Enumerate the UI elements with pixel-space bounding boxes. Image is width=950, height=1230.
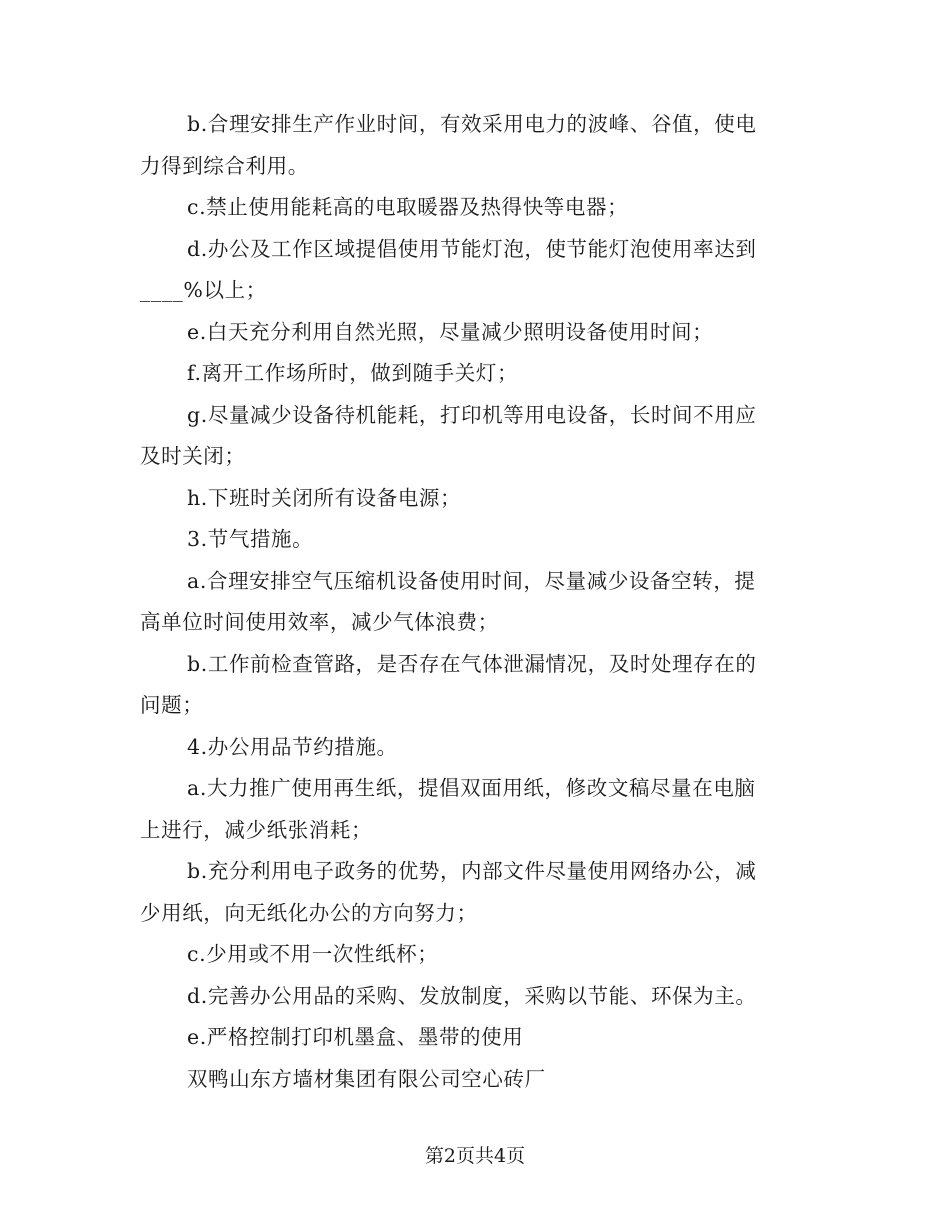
page-number-footer: 第2页共4页 — [424, 1145, 526, 1167]
paragraph-g-standby-power: g.尽量减少设备待机能耗，打印机等用电设备，长时间不用应及时关闭； — [140, 402, 757, 468]
section-heading-gas-saving: 3.节气措施。 — [187, 527, 314, 551]
paragraph-c-no-heaters: c.禁止使用能耗高的电取暖器及热得快等电器； — [187, 195, 629, 219]
paragraph-e-natural-light: e.白天充分利用自然光照，尽量减少照明设备使用时间； — [187, 319, 714, 344]
paragraph-a-recycled-paper: a.大力推广使用再生纸，提倡双面用纸，修改文稿尽量在电脑上进行，减少纸张消耗； — [140, 776, 756, 842]
paragraph-f-lights-off: f.离开工作场所时，做到随手关灯； — [187, 361, 519, 385]
paragraph-c-disposable-cups: c.少用或不用一次性纸杯； — [187, 942, 439, 966]
paragraph-d-procurement: d.完善办公用品的采购、发放制度，采购以节能、环保为主。 — [187, 983, 757, 1008]
section-heading-office-supplies: 4.办公用品节约措施。 — [187, 734, 398, 759]
paragraph-d-energy-saving-bulbs: d.办公及工作区域提倡使用节能灯泡，使节能灯泡使用率达到____%以上； — [140, 236, 757, 302]
document-body — [140, 104, 774, 1100]
signature-organization: 双鸭山东方墙材集团有限公司空心砖厂 — [187, 1066, 546, 1091]
paragraph-b-e-government: b.充分利用电子政务的优势，内部文件尽量使用网络办公，减少用纸，向无纸化办公的方向努力； — [140, 859, 757, 925]
paragraph-a-air-compressor: a.合理安排空气压缩机设备使用时间，尽量减少设备空转，提高单位时间使用效率，减少气体浪费； — [140, 568, 756, 634]
paragraph-b-electricity-scheduling: b.合理安排生产作业时间，有效采用电力的波峰、谷值，使电力得到综合利用。 — [140, 112, 757, 178]
paragraph-b-pipeline-check: b.工作前检查管路，是否存在气体泄漏情况，及时处理存在的问题； — [140, 651, 757, 717]
paragraph-e-printer-ink: e.严格控制打印机墨盒、墨带的使用 — [187, 1025, 524, 1049]
paragraph-h-power-off: h.下班时关闭所有设备电源； — [187, 485, 462, 510]
